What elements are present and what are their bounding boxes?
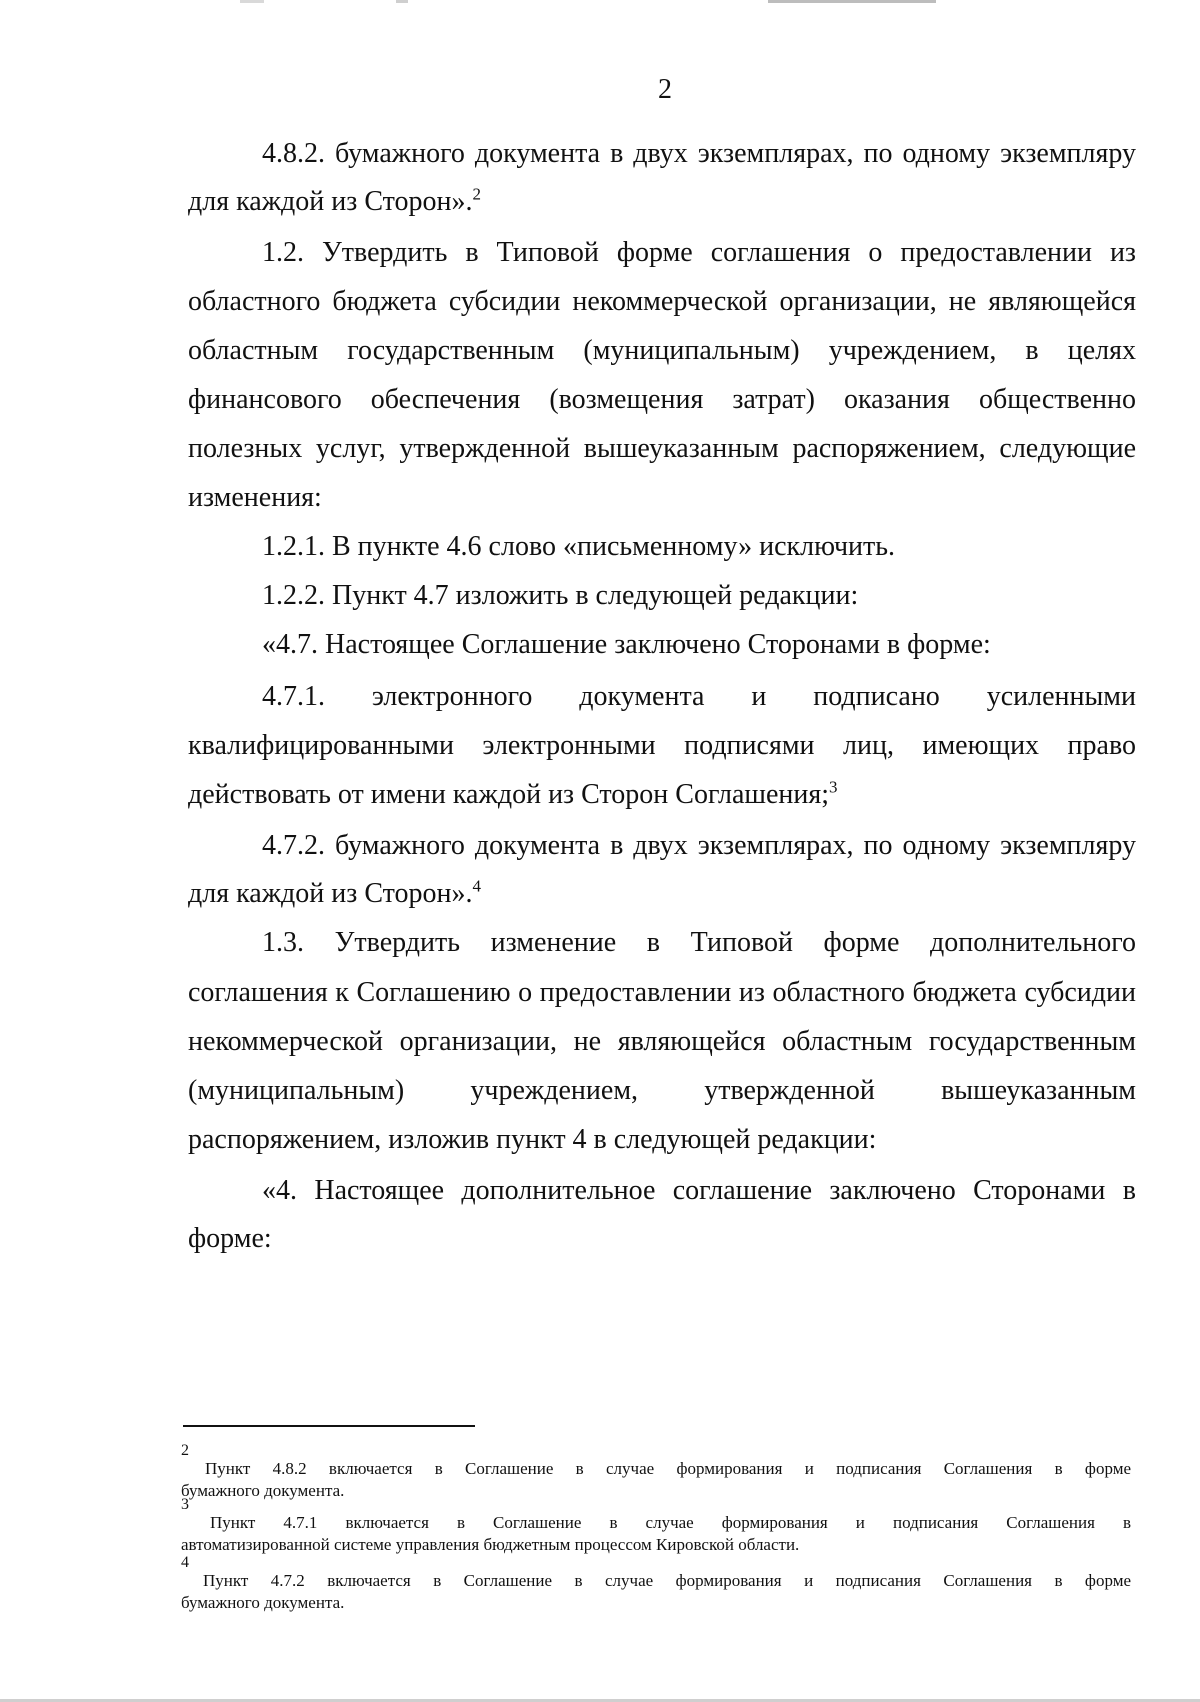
paragraph-12-line-5: полезных услуг, утвержденной вышеуказанным распоряжением, следующие [188,433,1136,464]
paragraph-12-line-2: областного бюджета субсидии некоммерческой организации, не являющейся [188,286,1136,317]
paragraph-13-line-5: распоряжением, изложив пункт 4 в следующей редакции: [188,1124,877,1155]
paragraph-13-line-3: некоммерческой организации, не являющейся областным государственным [188,1026,1136,1057]
paragraph-472-line-2 [188,877,1136,911]
footnote-2-line-1: Пункт 4.8.2 включается в Соглашение в случае формирования и подписания Соглашения в форме [205,1459,1131,1478]
footnote-2-mark: 2 [181,1442,189,1459]
paragraph-472-line-1: 4.7.2. бумажного документа в двух экземплярах, по одному экземпляру [262,830,1136,861]
paragraph-13-line-2: соглашения к Соглашению о предоставлении из областного бюджета субсидии [188,977,1136,1008]
paragraph-4-line-2: форме: [188,1223,272,1254]
paragraph-122: 1.2.2. Пункт 4.7 изложить в следующей редакции: [262,580,859,611]
paragraph-482-text: для каждой из Сторон». [188,186,473,217]
paragraph-4-line-1: «4. Настоящее дополнительное соглашение заключено Сторонами в [262,1175,1136,1206]
page-number: 2 [658,74,672,105]
footnote-4-line-1: Пункт 4.7.2 включается в Соглашение в случае формирования и подписания Соглашения в форме [203,1571,1131,1590]
footnote-ref-4[interactable]: 4 [472,876,481,896]
footnote-3-mark: 3 [181,1496,189,1513]
footnote-3-line-1: Пункт 4.7.1 включается в Соглашение в случае формирования и подписания Соглашения в [210,1513,1131,1532]
paragraph-12-line-1: 1.2. Утвердить в Типовой форме соглашения о предоставлении из [262,237,1136,268]
footnote-4-mark: 4 [181,1554,189,1571]
footnote-3-line-2: автоматизированной системе управления бюджетным процессом Кировской области. [181,1535,800,1554]
paragraph-471-line-1: 4.7.1. электронного документа и подписано усиленными [262,681,1136,712]
footnote-separator [183,1425,475,1427]
paragraph-482-line-1: 4.8.2. бумажного документа в двух экземплярах, по одному экземпляру [262,138,1136,169]
footnote-4-line-2: бумажного документа. [181,1593,345,1612]
footnote-ref-2[interactable]: 2 [472,184,481,204]
paragraph-13-line-4: (муниципальным) учреждением, утвержденной вышеуказанным [188,1075,1136,1106]
paragraph-472-text: для каждой из Сторон». [188,878,473,909]
paragraph-12-line-3: областным государственным (муниципальным) учреждением, в целях [188,335,1136,366]
paragraph-482-line-2 [188,185,1136,219]
footnote-ref-3[interactable]: 3 [829,777,838,797]
footnote-2-line-2: бумажного документа. [181,1481,345,1500]
paragraph-13-line-1: 1.3. Утвердить изменение в Типовой форме дополнительного [262,927,1136,958]
paragraph-471-line-2: квалифицированными электронными подписями лиц, имеющих право [188,730,1136,761]
paragraph-12-line-4: финансового обеспечения (возмещения затрат) оказания общественно [188,384,1136,415]
paragraph-47: «4.7. Настоящее Соглашение заключено Сторонами в форме: [262,629,991,660]
paragraph-471-line-3 [188,778,1136,812]
paragraph-121: 1.2.1. В пункте 4.6 слово «письменному» исключить. [262,531,896,562]
scan-edge-top [0,0,1200,3]
paragraph-12-line-6: изменения: [188,482,322,513]
paragraph-471-text: действовать от имени каждой из Сторон Соглашения; [188,779,830,810]
